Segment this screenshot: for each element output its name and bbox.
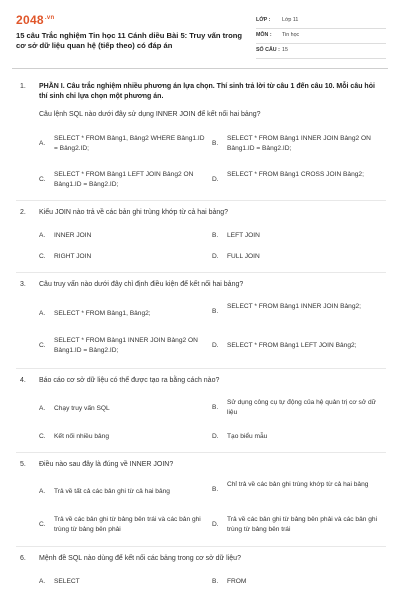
document-page: $2048^{.vn}$ 15 câu Trắc nghiệm Tin học 11 Cánh diều Bài 5: Truy vấn trong cơ sở dữ liệu quan hệ (tiếp theo) có đáp án LỚP : Lớp 11 MÔN : Tin học SỐ CÂU : 15 1. PHẦN I. Câu trắc nghiệm nhiều phương án lựa chọn. Thí sinh trả lời từ câu 1 đến câu 10. Mỗi câu hỏi thí sinh chỉ lựa chọn một phương án. Câu lệnh SQL nào dưới đây sử dụng INNER JOIN để kết nối hai bảng? A. SELECT * FROM Bảng1, Bảng2 WHERE Bảng1.ID = Bảng2.ID; B. SELECT * FROM Bảng1 INNER JOIN Bảng2 ON Bảng1.ID = Bảng2.ID; C. SELECT * FROM Bảng1 LEFT JOIN Bảng2 ON Bảng1.ID = Bảng2.ID; D. SELECT * FROM Bảng1 CROSS JOIN Bảng2; 2. Kiểu JOIN nào trả về các bản ghi trùng khớp từ cả hai bảng? A. INNER JOIN B. LEFT JOIN C. RIGHT JOIN D. FULL JOIN 3. Câu truy vấn nào dưới đây chỉ định điều kiện để kết nối hai bảng? A. SELECT * FROM Bảng1, Bảng2; B. SELECT * FROM Bảng1 INNER JOIN Bảng2; C. SELECT * FROM Bảng1 INNER JOIN Bảng2 ON Bảng1.ID = Bảng2.ID; D. SELECT * FROM Bảng1 LEFT JOIN Bảng2; 4. Báo cáo cơ sở dữ liệu có thể được tạo ra bằng cách nào? A. Chạy truy vấn SQL B. Sử dụng công cụ tự động của hệ quản trị cơ sở dữ liệu C. Kết nối nhiều bảng D. Tạo biểu mẫu 5. Điều nào sau đây là đúng về INNER JOIN? A. Trả về tất cả các bản ghi từ cả hai bảng B. Chỉ trả về các bản ghi trùng khớp từ cả hai bảng C. Trả về các bản ghi từ bảng bên trái và các bản ghi trùng từ bảng bên phải D. Trả về các bản ghi từ bảng bên phải và các bản ghi trùng từ bảng bên trái 6. Mệnh đề SQL nào dùng để kết nối các bảng trong cơ sở dữ liệu? A. SELECT B. FROM — [0, 0, 400, 600]
document-header — [0, 0, 400, 62]
section-instruction: PHẦN I. Câu trắc nghiệm nhiều phương án lựa chọn. Thí sinh trả lời từ câu 1 đến câu 10. Mỗi câu hỏi thí sinh chỉ lựa chọn một phương án. — [39, 83, 375, 101]
question-separator — [16, 452, 386, 453]
site-logo[interactable]: $2048^{.vn}$ — [16, 13, 55, 27]
page-title: 15 câu Trắc nghiệm Tin học 11 Cánh diều Bài 5: Truy vấn trong cơ sở dữ liệu quan hệ (tiếp theo) có đáp án — [16, 31, 243, 51]
question-text: Mệnh đề SQL nào dùng để kết nối các bảng trong cơ sở dữ liệu? — [39, 555, 241, 562]
question-text: Kiểu JOIN nào trả về các bản ghi trùng khớp từ cả hai bảng? — [39, 209, 229, 216]
question-text: Câu lệnh SQL nào dưới đây sử dụng INNER JOIN để kết nối hai bảng? — [39, 111, 261, 118]
question-separator — [16, 272, 386, 273]
question-separator — [16, 200, 386, 201]
question-text: Báo cáo cơ sở dữ liệu có thể được tạo ra bằng cách nào? — [39, 377, 220, 384]
meta-row-grade: LỚP : Lớp 11 — [256, 15, 386, 29]
question-text: Điều nào sau đây là đúng về INNER JOIN? — [39, 461, 174, 468]
meta-info — [256, 15, 386, 60]
header-divider — [12, 68, 388, 69]
question-separator — [16, 546, 386, 547]
meta-row-subject: MÔN : Tin học — [256, 30, 386, 44]
question-text: Câu truy vấn nào dưới đây chỉ định điều kiện để kết nối hai bảng? — [39, 281, 244, 288]
meta-row-count: SỐ CÂU : 15 — [256, 45, 386, 59]
question-separator — [16, 368, 386, 369]
